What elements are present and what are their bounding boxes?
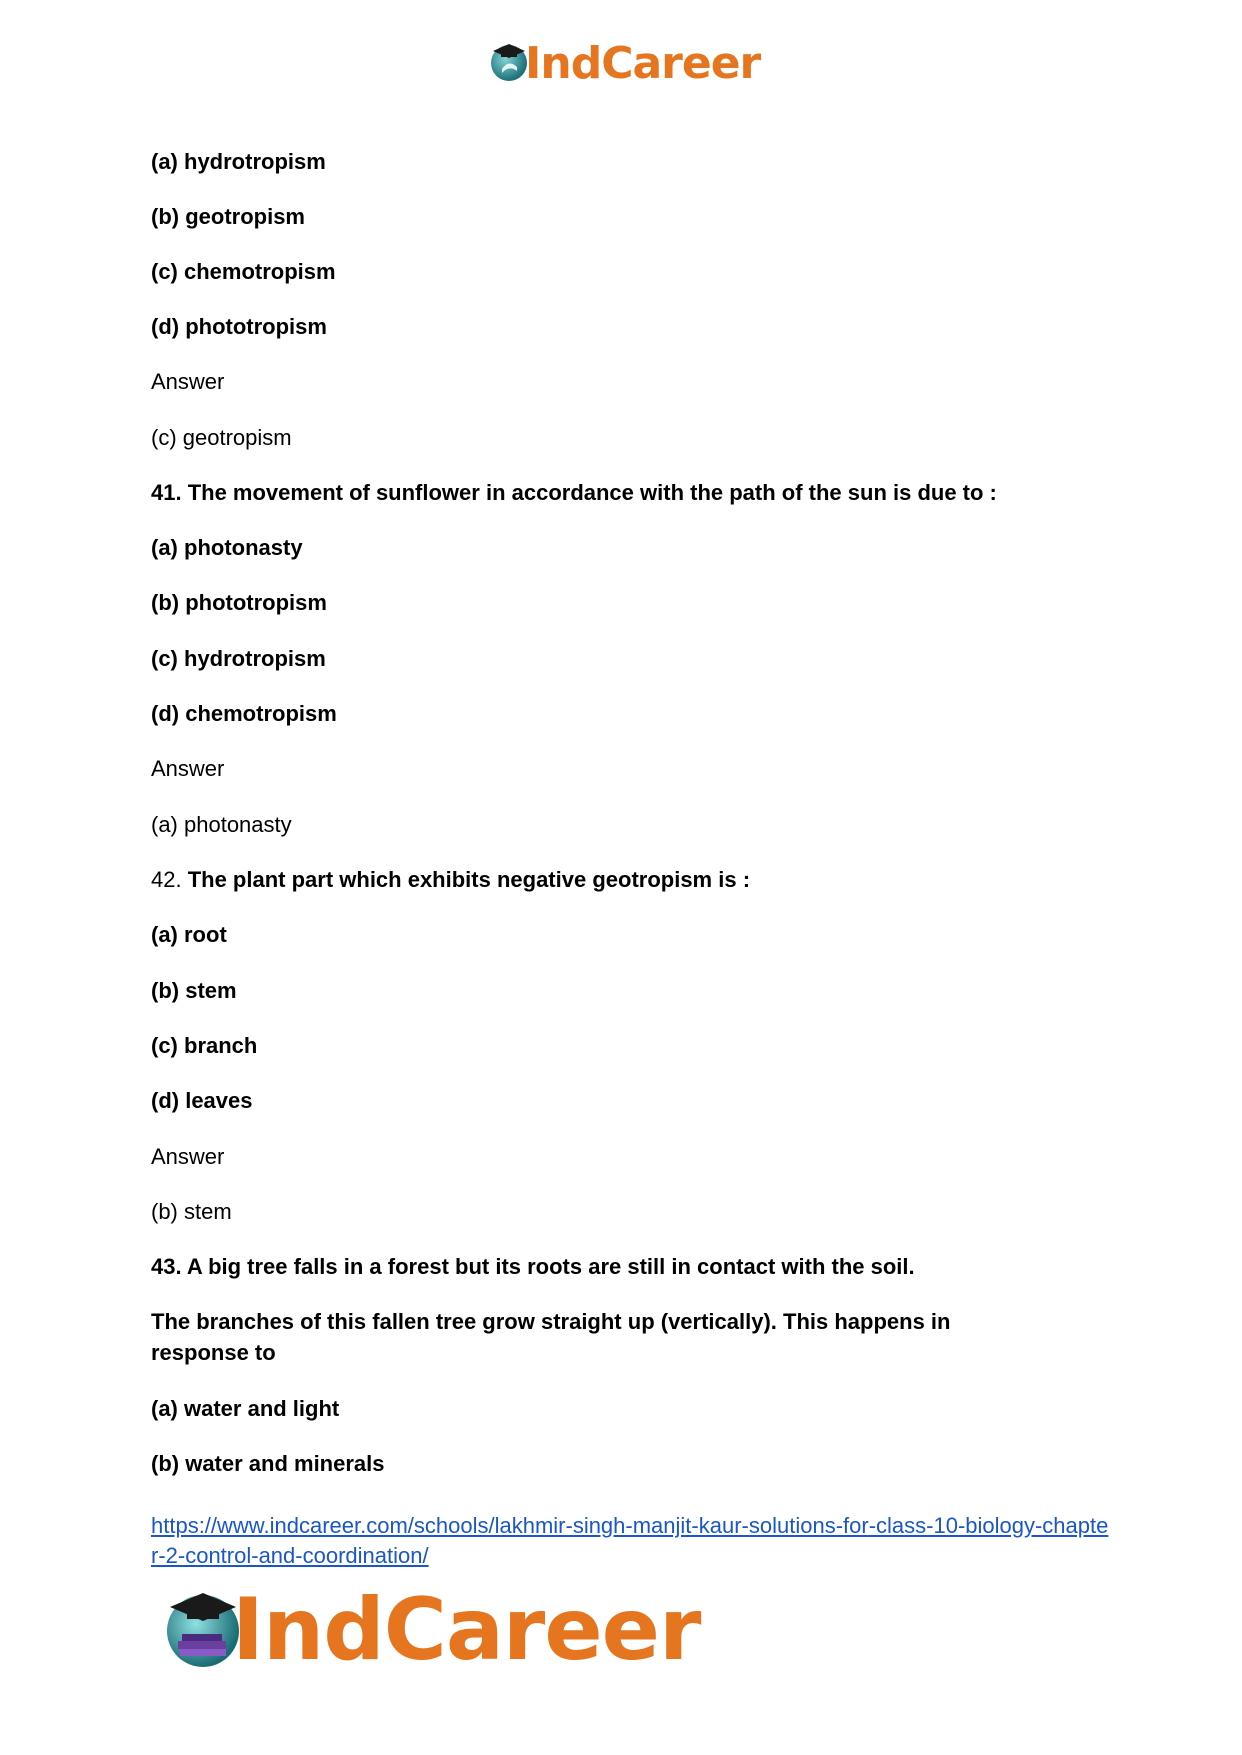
q42-option-b: (b) stem	[151, 978, 237, 1003]
q43-question: 43. A big tree falls in a forest but its roots are still in contact with the soil.	[151, 1254, 915, 1279]
q40-answer-label: Answer	[151, 369, 225, 394]
q41-option-b: (b) phototropism	[151, 590, 327, 615]
q40-option-d: (d) phototropism	[151, 314, 327, 339]
q42-option-c: (c) branch	[151, 1033, 258, 1058]
source-link[interactable]: https://www.indcareer.com/schools/lakhmir-singh-manjit-kaur-solutions-for-class-10-biology-chapter-2-control-and-coordination/	[151, 1513, 1109, 1568]
logo-text: IndCareer	[525, 37, 761, 89]
q41-answer: (a) photonasty	[151, 812, 292, 837]
logo-text-large: IndCareer	[232, 1580, 701, 1680]
q42-answer-label: Answer	[151, 1144, 225, 1169]
q41-option-d: (d) chemotropism	[151, 701, 337, 726]
q42-option-d: (d) leaves	[151, 1088, 253, 1113]
footer-logo	[160, 1582, 700, 1678]
q42-question-line	[151, 864, 750, 895]
q42-question: The plant part which exhibits negative geotropism is :	[187, 867, 751, 892]
q42-option-a: (a) root	[151, 922, 227, 947]
q41-option-c: (c) hydrotropism	[151, 646, 326, 671]
q40-option-a: (a) hydrotropism	[151, 149, 326, 174]
q41-question: 41. The movement of sunflower in accordance with the path of the sun is due to :	[151, 480, 997, 505]
q41-answer-label: Answer	[151, 756, 225, 781]
header-logo	[487, 38, 760, 88]
q42-number: 42.	[151, 867, 188, 892]
q43-question-continued: The branches of this fallen tree grow straight up (vertically). This happens in response to	[151, 1309, 951, 1365]
q40-answer: (c) geotropism	[151, 425, 292, 450]
q40-option-b: (b) geotropism	[151, 204, 305, 229]
q40-option-c: (c) chemotropism	[151, 259, 336, 284]
q41-option-a: (a) photonasty	[151, 535, 303, 560]
q43-option-a: (a) water and light	[151, 1396, 340, 1421]
q43-option-b: (b) water and minerals	[151, 1451, 385, 1476]
q42-answer: (b) stem	[151, 1199, 232, 1224]
